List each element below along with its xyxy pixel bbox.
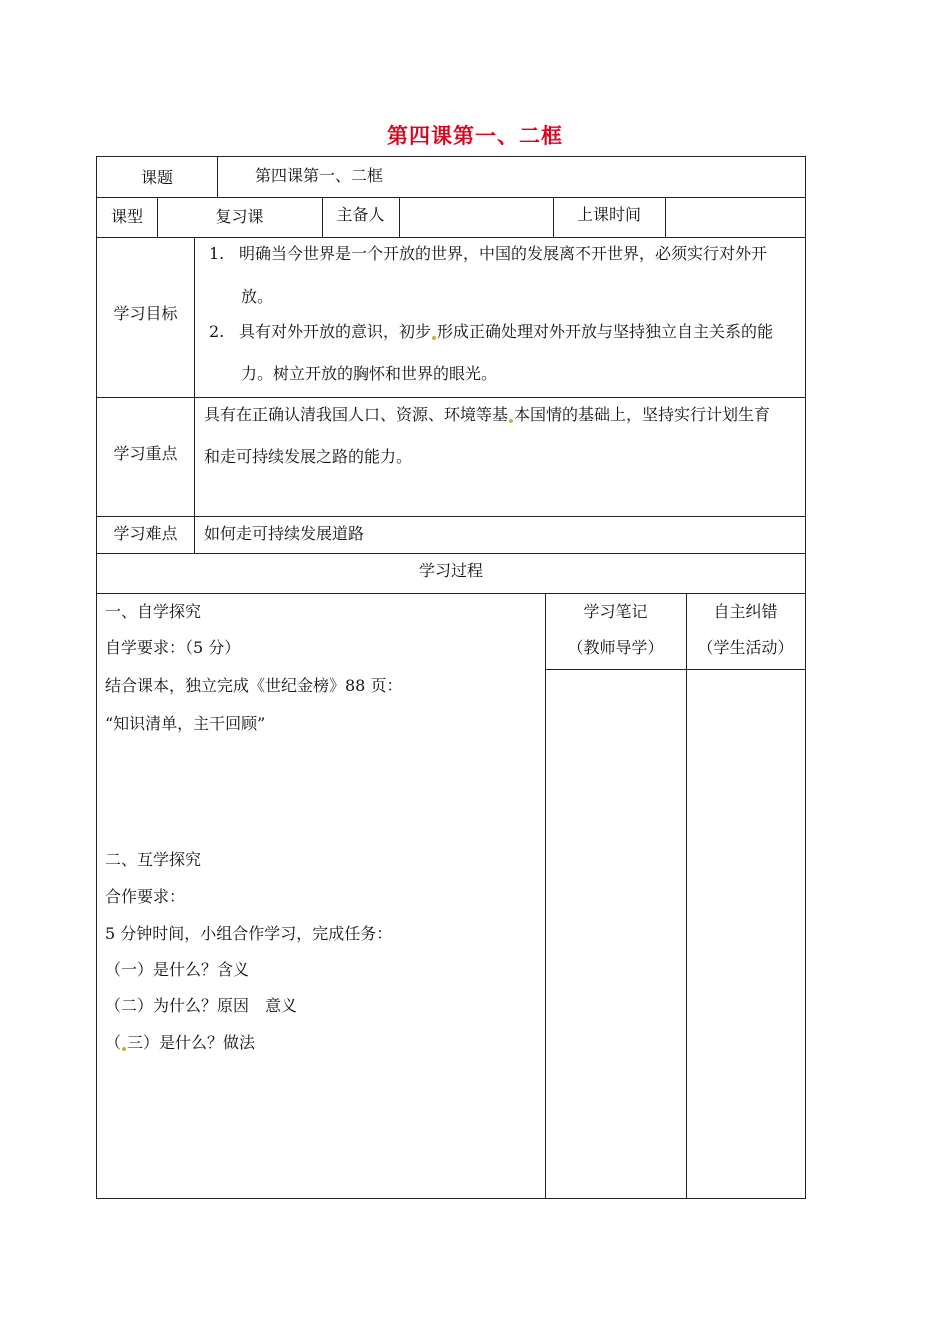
key-points-text [204,402,770,425]
objective-item [209,241,767,264]
question-what: （一）是什么？含义 [105,960,250,979]
document-title: 第四课第一、二框 [387,123,563,148]
col-divider [217,157,218,197]
objective-item [209,319,773,342]
type-label: 课型 [110,207,143,226]
objectives-label: 学习目标 [113,304,178,323]
self-study-requirement: 自学要求：（5 分） [105,638,241,657]
peer-study-task: 5 分钟时间，小组合作学习，完成任务： [105,924,393,943]
time-label: 上课时间 [576,205,641,224]
col-divider [665,197,666,237]
objective-number: 1. [209,244,225,263]
row-divider [97,593,805,594]
col-divider [686,593,687,1199]
question-how [105,1030,255,1053]
question-why: （二）为什么？原因 意义 [105,996,298,1015]
question-segment: （ [105,1033,122,1052]
correction-column-subtitle: （学生活动） [697,638,794,657]
objective-continuation: 放。 [241,287,274,306]
col-divider [194,237,195,553]
question-segment: 三）是什么？做法 [127,1033,256,1052]
preparer-label: 主备人 [336,205,385,224]
topic-label: 课题 [140,168,173,187]
notes-column-subtitle: （教师导学） [567,638,664,657]
objective-text: 明确当今世界是一个开放的世界，中国的发展离不开世界，必须实行对外开 [239,244,768,263]
row-divider [97,553,805,554]
stray-mark [122,1047,126,1051]
key-points-segment: 具有在正确认清我国人口、资源、环境等基 [204,405,509,424]
correction-column-title: 自主纠错 [713,602,778,621]
peer-study-requirement: 合作要求： [105,887,186,906]
objective-continuation: 力。树立开放的胸怀和世界的眼光。 [241,364,498,383]
col-divider [545,593,546,1199]
col-divider [399,197,400,237]
difficulty-label: 学习难点 [113,524,178,543]
section-self-study-title: 一、自学探究 [105,602,202,621]
objective-number: 2. [209,322,225,341]
notes-column-title: 学习笔记 [583,602,648,621]
row-divider [97,397,805,398]
row-divider [545,669,805,670]
type-value: 复习课 [215,207,264,226]
row-divider [97,516,805,517]
difficulty-value: 如何走可持续发展道路 [204,524,365,543]
stray-mark [509,419,513,423]
objective-text: 形成正确处理对外开放与坚持独立自主关系的能 [437,322,774,341]
stray-mark [432,336,436,340]
key-points-label: 学习重点 [113,444,178,463]
self-study-task: 结合课本，独立完成《世纪金榜》88 页： [105,676,403,695]
key-points-text: 和走可持续发展之路的能力。 [204,447,413,466]
topic-value: 第四课第一、二框 [255,166,384,185]
key-points-segment: 本国情的基础上，坚持实行计划生育 [514,405,771,424]
objective-text: 具有对外开放的意识，初步 [239,322,432,341]
row-divider [97,237,805,238]
process-header: 学习过程 [418,561,483,580]
lesson-plan-table [96,156,806,1199]
row-divider [97,197,805,198]
section-peer-study-title: 二、互学探究 [105,850,202,869]
self-study-quote: “知识清单，主干回顾” [105,714,266,733]
